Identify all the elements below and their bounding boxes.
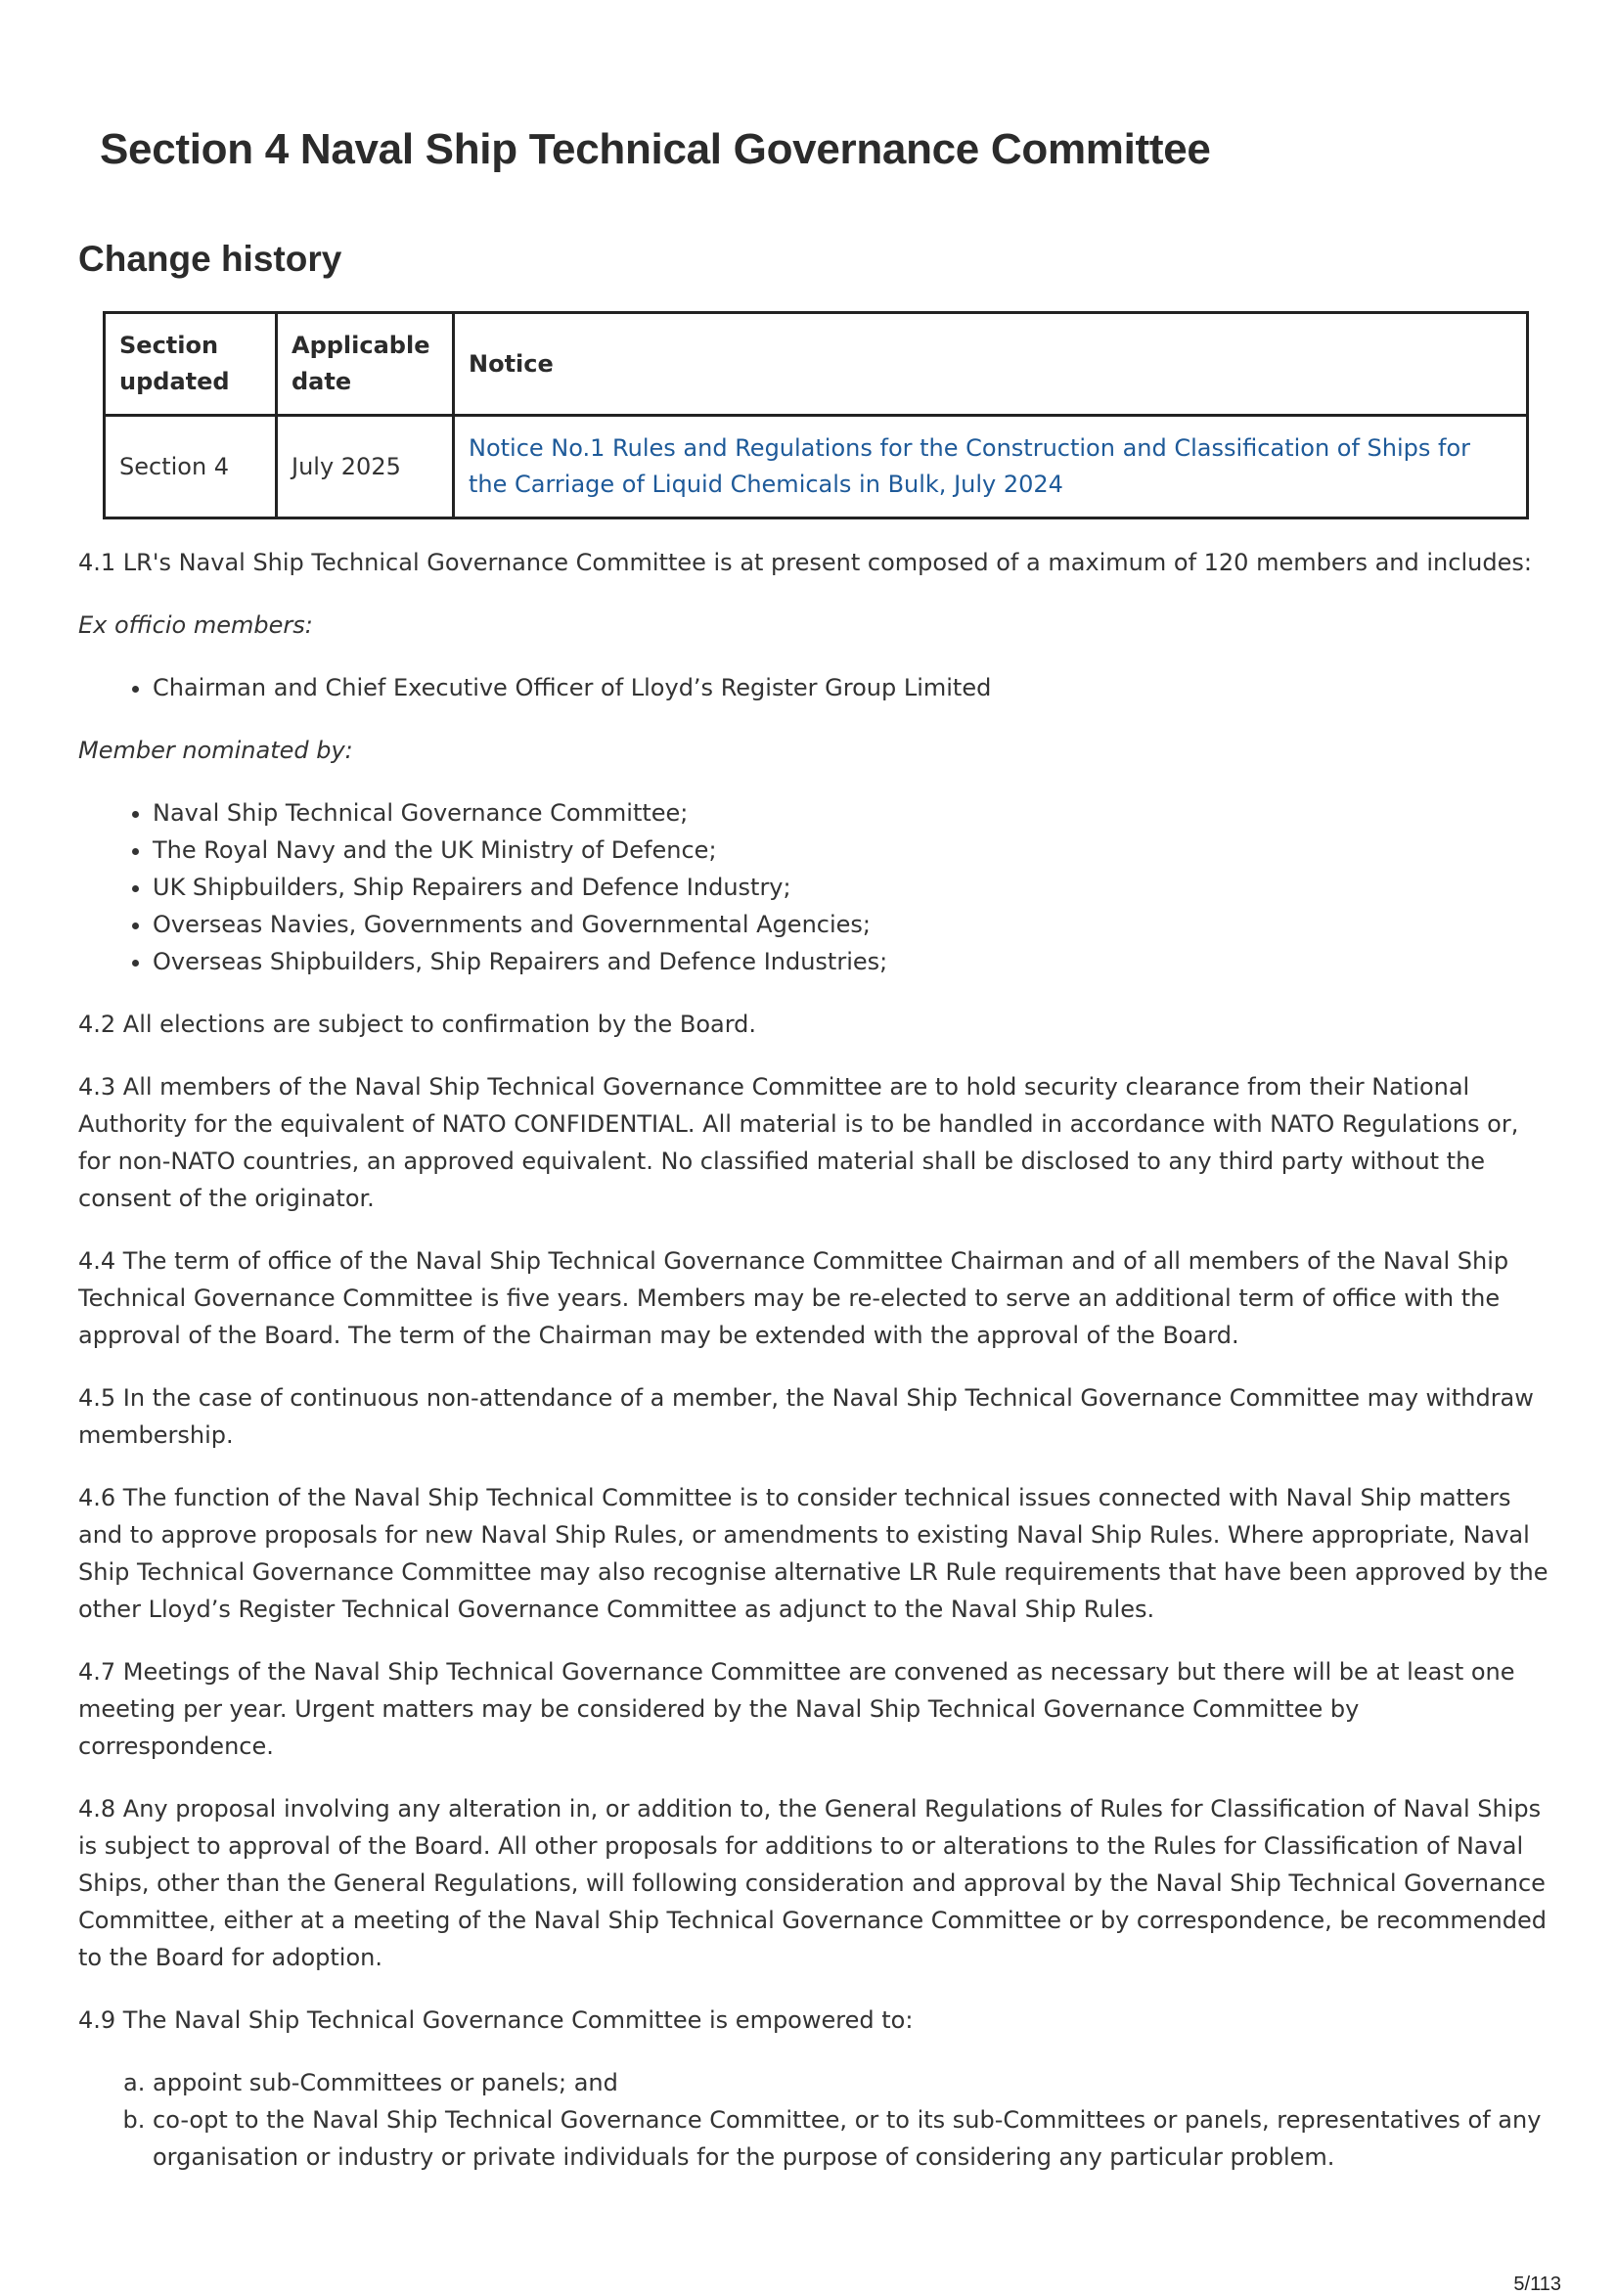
clause-4-2: 4.2 All elections are subject to confirmation by the Board.: [78, 1011, 757, 1038]
table-header-row: [105, 313, 1528, 416]
powers-list: [78, 2064, 1555, 2176]
clause-4-7: 4.7 Meetings of the Naval Ship Technical Governance Committee are convened as necessary but there will be at least one meeting per year. Urgent matters may be considered by the Naval Ship Technical Governance Committee by correspondence.: [78, 1658, 1515, 1760]
cell-notice: [454, 416, 1528, 518]
notice-link[interactable]: Notice No.1 Rules and Regulations for the Construction and Classification of Ships for the Carriage of Liquid Chemicals in Bulk, July 2024: [469, 434, 1471, 498]
page-number: 5/113: [1513, 2273, 1561, 2295]
clause-4-9: 4.9 The Naval Ship Technical Governance Committee is empowered to:: [78, 2006, 914, 2034]
clause-4-3: 4.3 All members of the Naval Ship Technical Governance Committee are to hold security clearance from their National Authority for the equivalent of NATO CONFIDENTIAL. All material is to be handled in accordance with NATO Regulations or, for non-NATO countries, an approved equivalent. No classified material shall be disclosed to any third party without the consent of the originator.: [78, 1073, 1519, 1212]
nominated-list: [78, 794, 1555, 980]
list-item: • Naval Ship Technical Governance Committee;: [153, 794, 1555, 832]
list-item: • Overseas Navies, Governments and Governmental Agencies;: [153, 906, 1555, 943]
clause-4-5: 4.5 In the case of continuous non-attendance of a member, the Naval Ship Technical Governance Committee may withdraw membership.: [78, 1384, 1534, 1449]
clause-4-8: 4.8 Any proposal involving any alteration in, or addition to, the General Regulations of Rules for Classification of Naval Ships is subject to approval of the Board. All other proposals for additions to or alterations to the Rules for Classification of Naval Ships, other than the General Regulations, will following consideration and approval by the Naval Ship Technical Governance Committee, either at a meeting of the Naval Ship Technical Governance Committee or by correspondence, be recommended to the Board for adoption.: [78, 1795, 1547, 1971]
clause-4-1: 4.1 LR's Naval Ship Technical Governance Committee is at present composed of a maximum of 120 members and includes:: [78, 549, 1532, 576]
clause-4-4: 4.4 The term of office of the Naval Ship Technical Governance Committee Chairman and of all members of the Naval Ship Technical Governance Committee is five years. Members may be re-elected to serve an additional term of office with the approval of the Board. The term of the Chairman may be extended with the approval of the Board.: [78, 1247, 1509, 1349]
list-item: b. co-opt to the Naval Ship Technical Governance Committee, or to its sub-Committees or panels, representatives of any organisation or industry or private individuals for the purpose of considering any particular problem.: [153, 2101, 1555, 2176]
column-header-applicable-date: Applicable date: [277, 313, 454, 416]
nominated-label: Member nominated by:: [78, 737, 353, 764]
clause-4-6: 4.6 The function of the Naval Ship Technical Committee is to consider technical issues connected with Naval Ship matters and to approve proposals for new Naval Ship Rules, or amendments to existing Naval Ship Rules. Where appropriate, Naval Ship Technical Governance Committee may also recognise alternative LR Rule requirements that have been approved by the other Lloyd’s Register Technical Governance Committee as adjunct to the Naval Ship Rules.: [78, 1484, 1549, 1623]
page-title: Section 4 Naval Ship Technical Governance Committee: [100, 125, 1211, 173]
change-history-table: [103, 311, 1529, 519]
list-item: • Overseas Shipbuilders, Ship Repairers and Defence Industries;: [153, 943, 1555, 980]
cell-date: July 2025: [277, 416, 454, 518]
list-item: • Chairman and Chief Executive Officer of Lloyd’s Register Group Limited: [153, 669, 1555, 706]
change-history-heading: Change history: [78, 239, 342, 279]
ex-officio-list: [78, 669, 1555, 706]
column-header-notice: Notice: [454, 313, 1528, 416]
list-item: • The Royal Navy and the UK Ministry of Defence;: [153, 832, 1555, 869]
cell-section: Section 4: [105, 416, 277, 518]
ex-officio-label: Ex officio members:: [78, 611, 313, 639]
document-body: [78, 544, 1555, 2201]
column-header-section-updated: Section updated: [105, 313, 277, 416]
table-row: [105, 416, 1528, 518]
list-item: • UK Shipbuilders, Ship Repairers and Defence Industry;: [153, 869, 1555, 906]
list-item: a. appoint sub-Committees or panels; and: [153, 2064, 1555, 2101]
